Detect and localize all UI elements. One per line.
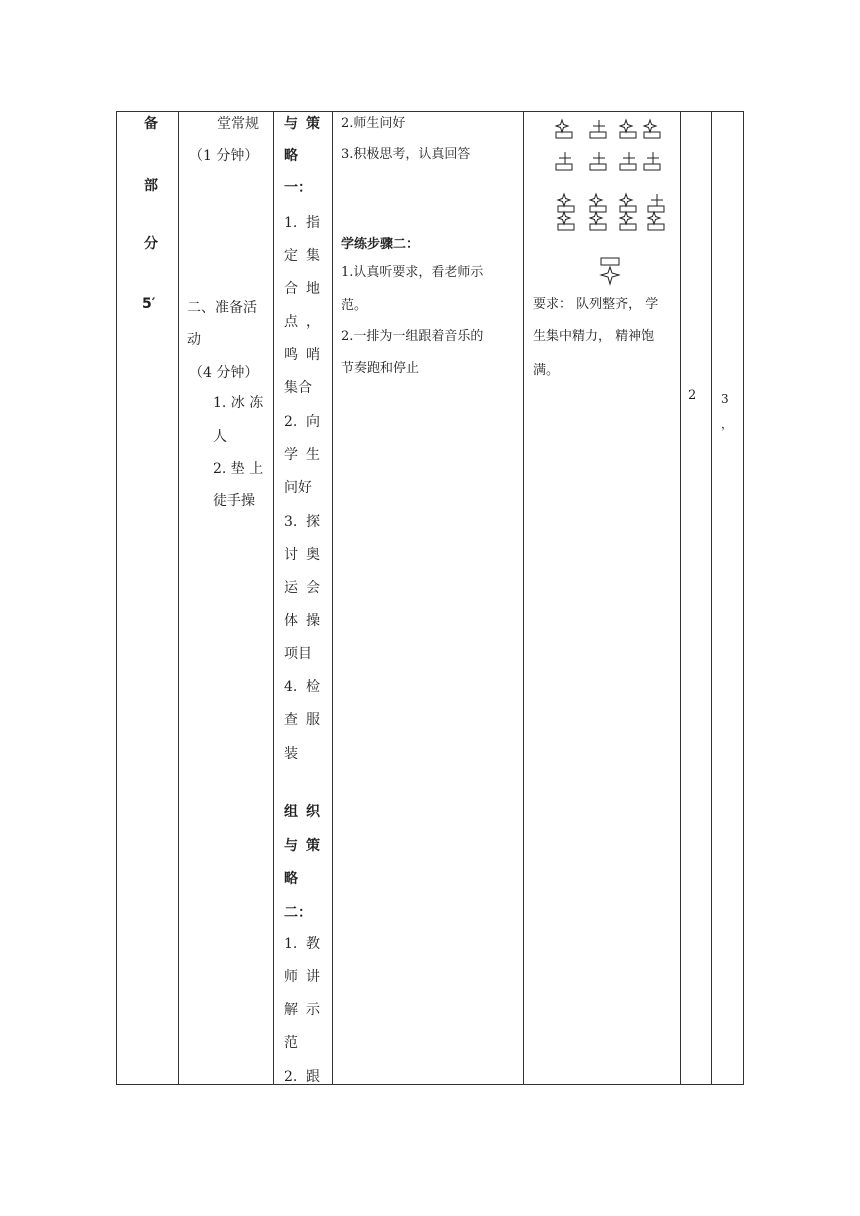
requirement-line: 满。 — [533, 363, 560, 378]
organization-text: 会 — [306, 580, 320, 596]
organization-text: 奥 — [306, 547, 320, 563]
column-divider — [332, 112, 333, 1084]
organization-text: 师 — [284, 969, 298, 985]
column-divider — [680, 112, 681, 1084]
organization-text: 讨 — [284, 547, 298, 563]
organization-line — [284, 1033, 298, 1053]
step-line: 范。 — [341, 298, 368, 313]
organization-text: 一： — [284, 180, 312, 196]
time-value: 3 — [721, 392, 729, 406]
organization-line — [284, 903, 312, 923]
organization-text: 查 — [284, 712, 298, 728]
organization-text: 织 — [306, 804, 320, 820]
organization-line — [284, 312, 320, 332]
content-line: 人 — [213, 429, 227, 445]
step-line: 节奏跑和停止 — [341, 361, 420, 376]
organization-text: 地 — [306, 281, 320, 297]
student-icon — [590, 120, 606, 138]
organization-text: 跟 — [306, 1069, 320, 1085]
organization-line — [284, 934, 320, 954]
student-icon — [648, 194, 664, 212]
content-line: 堂常规 — [217, 116, 259, 132]
student-icon — [620, 194, 636, 212]
organization-text: 服 — [306, 712, 320, 728]
organization-line — [284, 279, 320, 299]
organization-text: 解 — [284, 1002, 298, 1018]
organization-text: 生 — [306, 447, 320, 463]
organization-line — [284, 545, 320, 565]
section-char: 分 — [144, 236, 158, 252]
organization-line — [284, 412, 320, 432]
formation-svg — [524, 118, 680, 298]
organization-text: 集合 — [284, 380, 312, 396]
content-line: 徒手操 — [213, 493, 255, 509]
organization-line — [284, 512, 320, 532]
organization-line — [284, 710, 320, 730]
content-line: 二、准备活 — [187, 300, 257, 316]
organization-text: 策 — [306, 838, 320, 854]
student-icon — [556, 120, 572, 138]
organization-line — [284, 677, 320, 697]
student-icon — [556, 152, 572, 170]
student-icon — [648, 212, 664, 230]
organization-text: 2. — [284, 1069, 298, 1085]
content-line: 1. 冰 冻 — [213, 395, 264, 411]
organization-line — [284, 178, 312, 198]
organization-line — [284, 967, 320, 987]
organization-text: 1. — [284, 215, 298, 231]
organization-text: 定 — [284, 248, 298, 264]
content-line: （4 分钟） — [189, 365, 259, 381]
organization-text: 教 — [306, 936, 320, 952]
column-divider — [273, 112, 274, 1084]
organization-line — [284, 802, 320, 822]
step-line: 2.一排为一组跟着音乐的 — [341, 329, 484, 344]
organization-line — [284, 445, 320, 465]
organization-line — [284, 869, 298, 889]
organization-text: 指 — [306, 215, 320, 231]
organization-line — [284, 1067, 320, 1087]
organization-text: 与 — [284, 838, 298, 854]
organization-text: 策 — [306, 116, 320, 132]
student-icon — [558, 194, 574, 212]
organization-text: 合 — [284, 281, 298, 297]
organization-line — [284, 114, 320, 134]
organization-text: 问好 — [284, 480, 312, 496]
organization-text: 二： — [284, 905, 312, 921]
time-value-suffix: ， — [721, 417, 734, 431]
content-line: 动 — [187, 332, 201, 348]
step-line: 1.认真听要求，看老师示 — [341, 265, 484, 280]
organization-line — [284, 611, 320, 631]
content-line: （1 分钟） — [189, 148, 259, 164]
student-icon — [590, 194, 606, 212]
step-line: 3.积极思考，认真回答 — [341, 147, 471, 162]
organization-text: 4. — [284, 679, 298, 695]
organization-text: 3. — [284, 514, 298, 530]
step-line: 2.师生问好 — [341, 116, 406, 131]
organization-text: 略 — [284, 871, 298, 887]
student-icon — [558, 212, 574, 230]
organization-line — [284, 578, 320, 598]
organization-text: 运 — [284, 580, 298, 596]
student-icon — [644, 120, 660, 138]
section-char: 部 — [144, 178, 158, 194]
organization-text: 略 — [284, 148, 298, 164]
content-line: 2. 垫 上 — [213, 461, 264, 477]
teacher-icon — [601, 258, 619, 284]
organization-text: 项目 — [284, 646, 312, 662]
organization-line — [284, 1000, 320, 1020]
organization-line — [284, 345, 320, 365]
section-time: 5′ — [142, 296, 156, 312]
step-heading: 学练步骤二： — [341, 237, 420, 252]
student-icon — [590, 212, 606, 230]
student-icon — [620, 152, 636, 170]
organization-text: 体 — [284, 613, 298, 629]
organization-text: 与 — [284, 116, 298, 132]
organization-text: 组 — [284, 804, 298, 820]
organization-text: 操 — [306, 613, 320, 629]
column-divider — [711, 112, 712, 1084]
organization-line — [284, 378, 312, 398]
requirement-line: 生集中精力， 精神饱 — [533, 329, 655, 344]
organization-line — [284, 246, 320, 266]
organization-line — [284, 836, 320, 856]
organization-text: 集 — [306, 248, 320, 264]
organization-text: 2. — [284, 414, 298, 430]
organization-text: 点 — [284, 314, 298, 330]
organization-text: 哨 — [306, 347, 320, 363]
student-icon — [620, 120, 636, 138]
organization-line — [284, 213, 320, 233]
student-icon — [620, 212, 636, 230]
organization-line — [284, 146, 298, 166]
organization-text: 检 — [306, 679, 320, 695]
requirement-line: 要求： 队列整齐， 学 — [533, 297, 659, 312]
organization-text: ， — [306, 314, 320, 330]
repetitions-value: 2 — [688, 388, 697, 403]
column-divider — [178, 112, 179, 1084]
organization-text: 向 — [306, 414, 320, 430]
lesson-plan-table — [116, 111, 744, 1085]
organization-text: 鸣 — [284, 347, 298, 363]
organization-text: 范 — [284, 1035, 298, 1051]
organization-line — [284, 644, 312, 664]
section-char: 备 — [144, 116, 158, 132]
organization-line — [284, 744, 298, 764]
student-icon — [590, 152, 606, 170]
organization-text: 讲 — [306, 969, 320, 985]
organization-text: 探 — [306, 514, 320, 530]
student-icon — [644, 152, 660, 170]
organization-line — [284, 478, 312, 498]
organization-text: 装 — [284, 746, 298, 762]
organization-text: 示 — [306, 1002, 320, 1018]
organization-text: 学 — [284, 447, 298, 463]
organization-text: 1. — [284, 936, 298, 952]
